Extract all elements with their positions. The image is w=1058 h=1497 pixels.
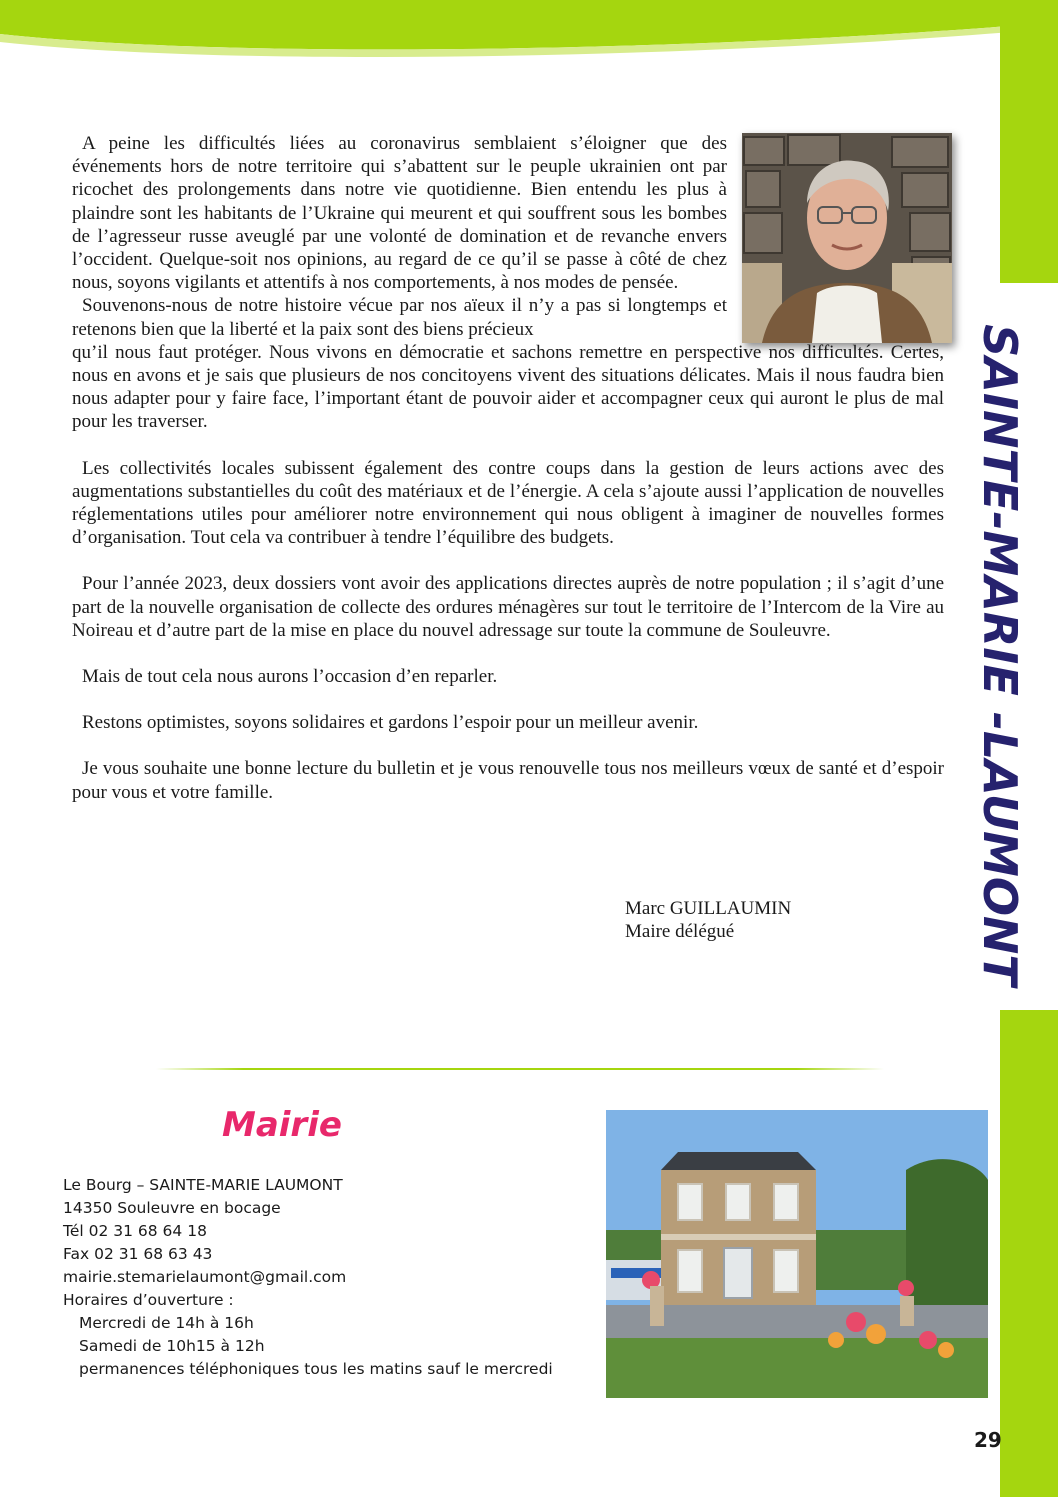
opening-hours-saturday: Samedi de 10h15 à 12h — [79, 1337, 265, 1355]
paragraph-2-start: Souvenons-nous de notre histoire vécue par nos aïeux il n’y a pas si longtemps et retenons bien que la liberté et la paix sont des biens précieux — [72, 295, 727, 340]
commune-title-text: SAINTE-MARIE -LAUMONT — [973, 324, 1027, 986]
address-line-2: 14350 Souleuvre en bocage — [63, 1199, 281, 1217]
opening-hours-wednesday: Mercredi de 14h à 16h — [79, 1314, 254, 1332]
mairie-contact-block — [63, 1174, 553, 1381]
commune-title-vertical — [973, 324, 1027, 986]
phone-hours-note: permanences téléphoniques tous les matins sauf le mercredi — [79, 1360, 553, 1378]
paragraph-4: Pour l’année 2023, deux dossiers vont avoir des applications directes auprès de notre population ; il s’agit d’une part de la nouvelle organisation de collecte des ordures ménagères sur tout le territoire de l’Intercom de la Vire au Noireau et d’autre part de la mise en place du nouvel adressage sur toute la commune de Souleuvre. — [72, 573, 944, 641]
top-green-arc — [0, 0, 1058, 80]
side-accent-bar-top — [1000, 0, 1058, 283]
town-hall-photo — [606, 1110, 988, 1398]
signature-block — [625, 897, 791, 943]
signature-name: Marc GUILLAUMIN — [625, 898, 792, 919]
phone-number: Tél 02 31 68 64 18 — [63, 1222, 207, 1240]
paragraph-1: A peine les difficultés liées au coronavirus semblaient s’éloigner que des événements hors de notre territoire qui s’abattent sur le peuple ukrainien ont par ricochet des prolongements dans notre vie quotidienne. Bien entendu les plus à plaindre sont les habitants de l’Ukraine qui meurent et qui souffrent sous les bombes de l’agresseur russe aveuglé par une volonté de domination et de revanche envers l’occident. Quelque-soit nos opinions, au regard de ce qu’il se passe à côté de chez nous, soyons vigilants et attentifs à nos comportements, à nos modes de pensée. — [72, 133, 727, 294]
mairie-heading: Mairie — [222, 1105, 342, 1145]
paragraph-3: Les collectivités locales subissent également des contre coups dans la gestion de leurs actions avec des augmentations substantielles du coût des matériaux et de l’énergie. A cela s’ajoute aussi l’application de nouvelles réglementations utiles pour améliorer notre environnement qui nous obligent à imaginer de nouvelles formes d’organisation. Tout cela va contribuer à tendre l’équilibre des budgets. — [72, 457, 944, 549]
paragraph-7: Je vous souhaite une bonne lecture du bulletin et je vous renouvelle tous nos meilleurs vœux de santé et d’espoir pour vous et votre famille. — [72, 758, 944, 803]
side-accent-bar-bottom — [1000, 1010, 1058, 1497]
email-address[interactable]: mairie.stemarielaumont@gmail.com — [63, 1268, 347, 1286]
opening-hours-label: Horaires d’ouverture : — [63, 1291, 234, 1309]
paragraph-5: Mais de tout cela nous aurons l’occasion d’en reparler. — [82, 666, 498, 688]
page-number: 29 — [974, 1428, 1002, 1452]
address-line-1: Le Bourg – SAINTE-MARIE LAUMONT — [63, 1176, 343, 1194]
fax-number: Fax 02 31 68 63 43 — [63, 1245, 213, 1263]
editorial-text — [72, 132, 944, 804]
paragraph-2-end: qu’il nous faut protéger. Nous vivons en démocratie et sachons remettre en perspective nos difficultés. Certes, nous en avons et je sais que plusieurs de nos concitoyens vivent des situations délicates. Mais il nous faudra bien nous adapter pour y faire face, l’important étant de pouvoir aider et accompagner ceux qui auront le plus de mal pour les traverser. — [72, 341, 944, 433]
paragraph-6: Restons optimistes, soyons solidaires et gardons l’espoir pour un meilleur avenir. — [82, 712, 699, 734]
section-divider — [156, 1068, 884, 1070]
signature-role: Maire délégué — [625, 921, 735, 942]
